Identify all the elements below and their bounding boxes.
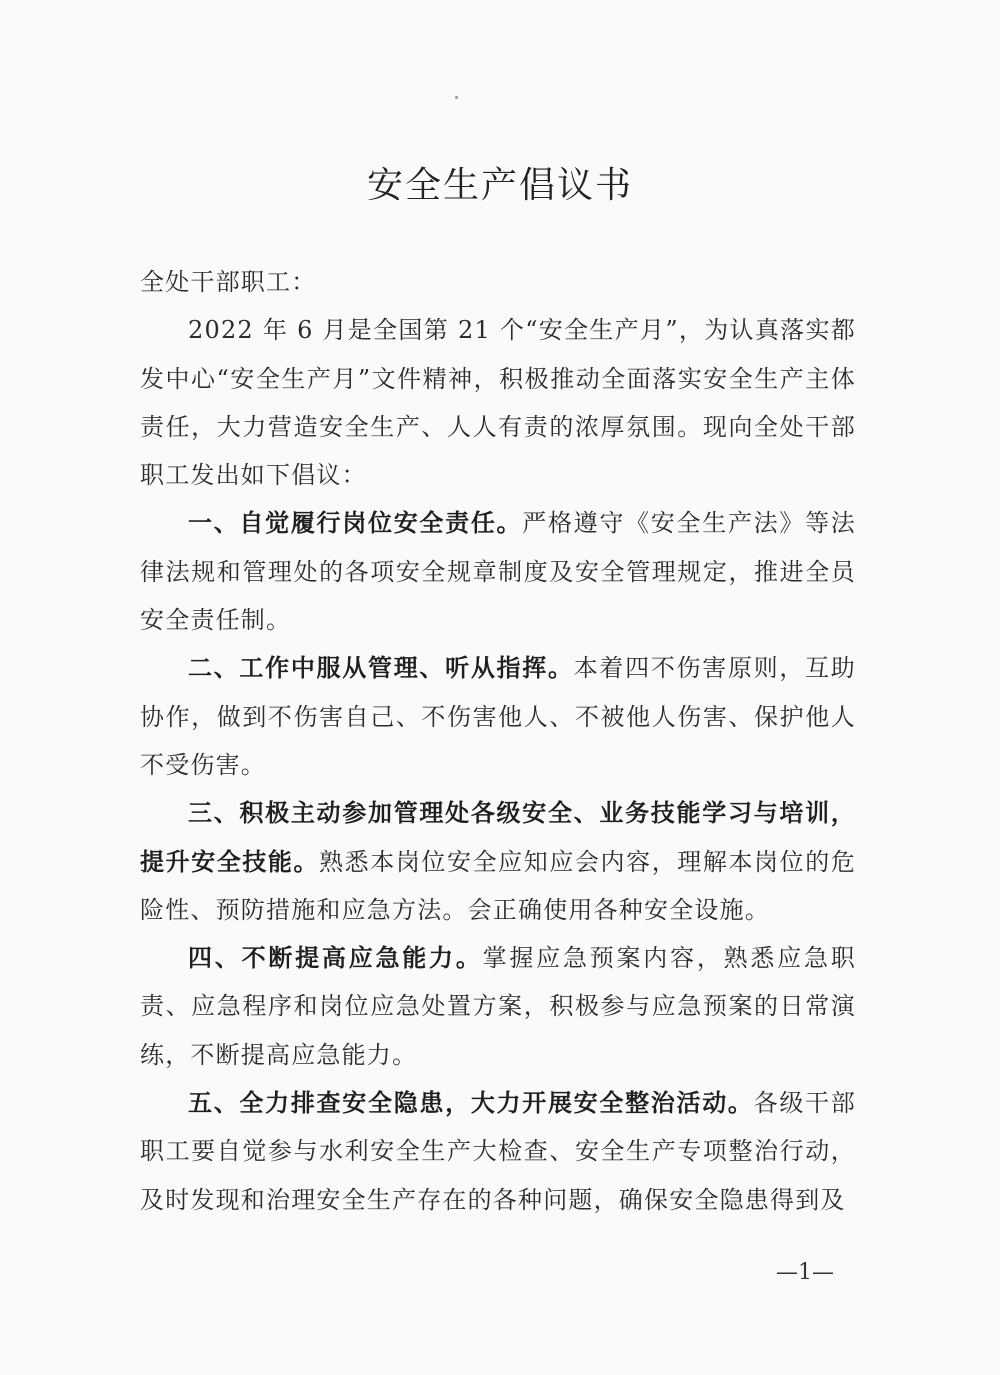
- item-heading-3: 三、积极主动参加管理处各级安全、业务技能学习与培训，提升安全技能。: [140, 799, 856, 876]
- document-body: [140, 258, 856, 1224]
- document-title: 安全生产倡议书: [366, 165, 633, 206]
- scan-speck: [455, 96, 458, 99]
- item-text-2: 本着四不伤害原则，互助协作，做到不伤害自己、不伤害他人、不被他人伤害、保护他人不受伤害。: [140, 654, 857, 779]
- page-number: —1—: [776, 1260, 834, 1285]
- item-paragraph-1: [140, 499, 856, 644]
- item-paragraph-3: [140, 789, 856, 934]
- item-text-3: 熟悉本岗位安全应知应会内容，理解本岗位的危险性、预防措施和应急方法。会正确使用各种安全设施。: [140, 847, 856, 924]
- item-paragraph-4: [140, 934, 856, 1079]
- item-paragraph-5: [140, 1079, 856, 1224]
- item-text-5: 各级干部职工要自觉参与水利安全生产大检查、安全生产专项整治行动，及时发现和治理安全生产存在的各种问题，确保安全隐患得到及: [140, 1089, 856, 1214]
- item-heading-2: 二、工作中服从管理、听从指挥。: [188, 654, 574, 683]
- item-text-4: 掌握应急预案内容，熟悉应急职责、应急程序和岗位应急处置方案，积极参与应急预案的日常演练，不断提高应急能力。: [140, 944, 856, 1069]
- item-heading-5: 五、全力排查安全隐患，大力开展安全整治活动。: [188, 1089, 754, 1118]
- item-text-1: 严格遵守《安全生产法》等法律法规和管理处的各项安全规章制度及安全管理规定，推进全员安全责任制。: [140, 509, 856, 635]
- item-heading-4: 四、不断提高应急能力。: [188, 944, 483, 973]
- item-paragraph-2: [140, 644, 856, 789]
- item-heading-1: 一、自觉履行岗位安全责任。: [188, 509, 523, 538]
- intro-paragraph: 2022 年 6 月是全国第 21 个“安全生产月”，为认真落实都发中心“安全生产月”文件精神，积极推动全面落实安全生产主体责任，大力营造安全生产、人人有责的浓厚氛围。现向全处干部职工发出如下倡议：: [140, 316, 856, 490]
- salutation: 全处干部职工：: [140, 268, 317, 296]
